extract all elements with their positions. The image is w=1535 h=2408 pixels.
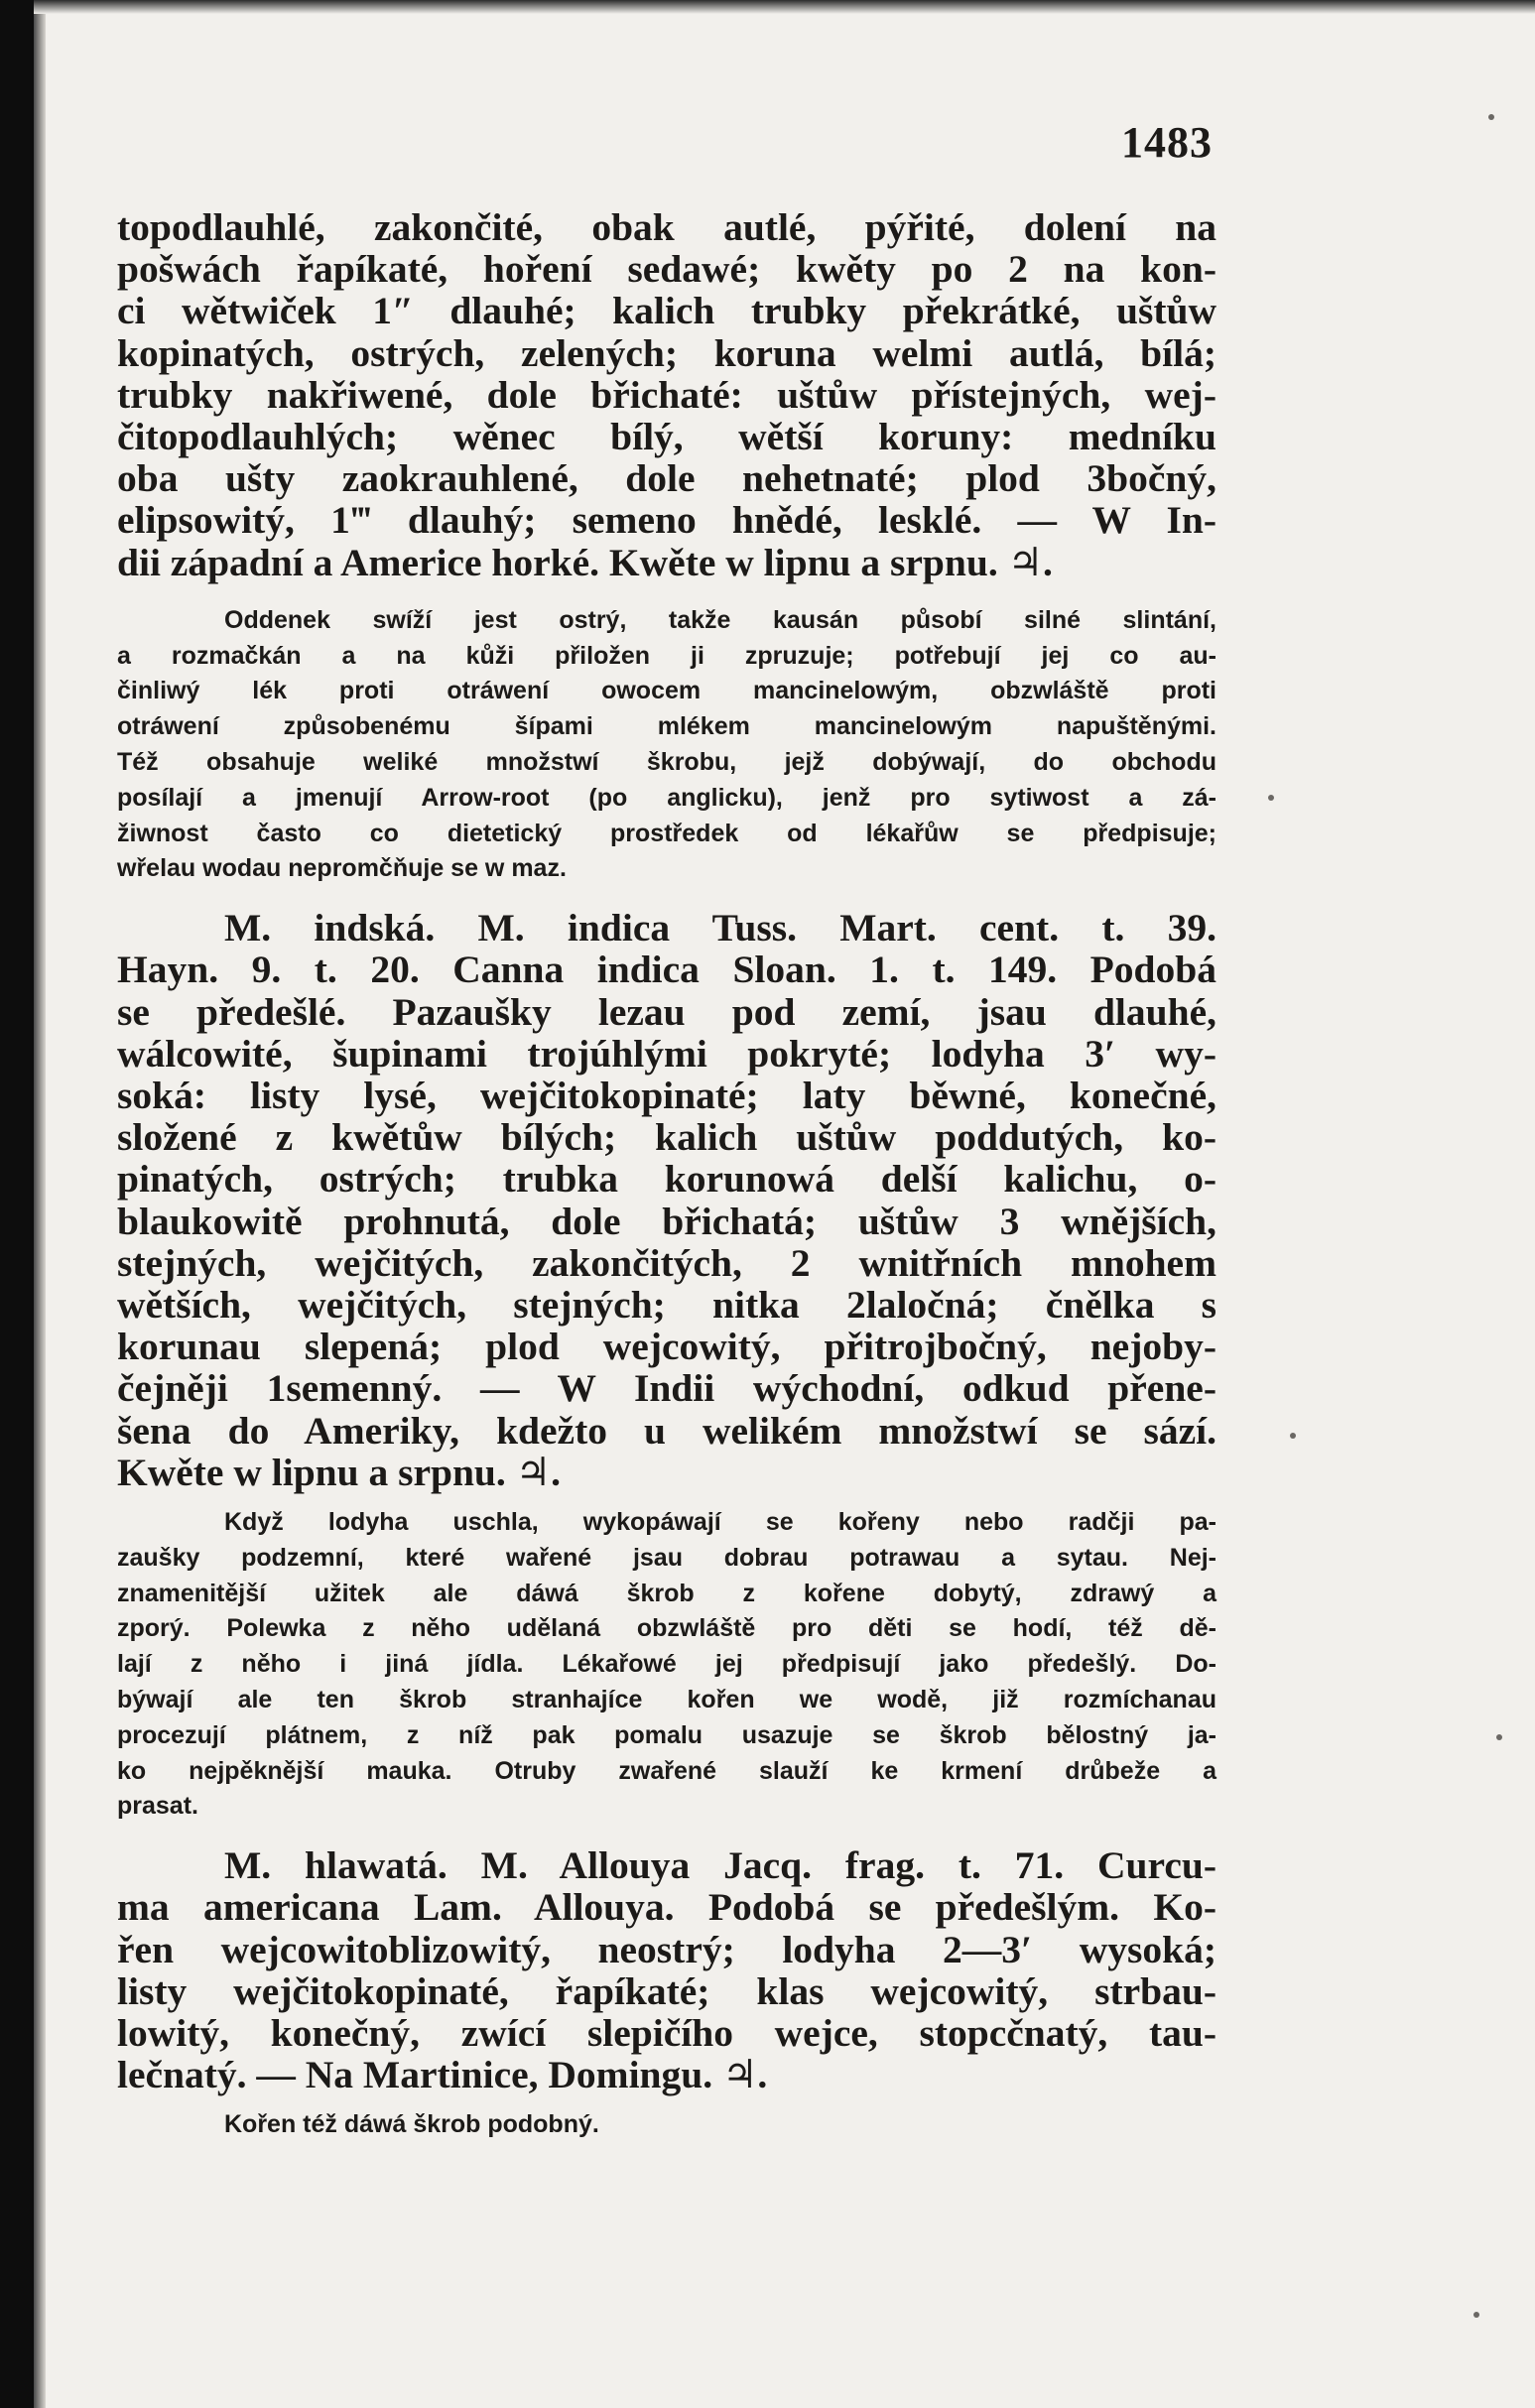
text-line: M. hlawatá. M. Allouya Jacq. frag. t. 71. Curcu-: [224, 1843, 1216, 1888]
note-line: býwají ale ten škrob stranhajíce kořen we wodě, již rozmíchanau: [117, 1686, 1216, 1714]
note-section-2: [117, 1505, 1216, 1825]
note-line: Oddenek swíží jest ostrý, takže kausán působí silné slintání,: [224, 605, 1216, 634]
text-line: elipsowitý, 1‴ dlauhý; semeno hnědé, lesklé. — W In-: [117, 498, 1216, 543]
text-line: čejněji 1semenný. — W Indii wýchodní, odkud přene-: [117, 1366, 1216, 1411]
text-line: ci wětwiček 1″ dlauhé; kalich trubky překrátké, uštůw: [117, 289, 1216, 333]
text-line: šena do Ameriky, kdežto u welikém množstwí se sází.: [117, 1408, 1216, 1453]
text-line: dii západní a Americe horké. Kwěte w lipnu a srpnu. ♃.: [117, 540, 1053, 584]
text-line: stejných, wejčitých, zakončitých, 2 wnitřních mnohem: [117, 1240, 1216, 1285]
text-line: blaukowitě prohnutá, dole břichatá; uštůw 3 wnějších,: [117, 1199, 1216, 1243]
stray-mark: [1268, 795, 1274, 801]
text-line: lowitý, konečný, zwící slepičího wejce, stopcčnatý, tau-: [117, 2011, 1216, 2056]
stray-mark: [1488, 114, 1494, 120]
text-line: soká: listy lysé, wejčitokopinaté; laty běwné, konečné,: [117, 1074, 1216, 1118]
note-line: ko nejpěknější mauka. Otruby zwařené slauží ke krmení drůbeže a: [117, 1756, 1216, 1785]
stray-mark: [1473, 2312, 1479, 2318]
text-line: listy wejčitokopinaté, řapíkaté; klas wejcowitý, strbau-: [117, 1968, 1216, 2013]
text-line: wálcowité, šupinami trojúhlými pokryté; lodyha 3′ wy-: [117, 1031, 1216, 1076]
note-line: žiwnost často co dietetický prostředek od lékařůw se předpisuje;: [117, 819, 1216, 847]
text-column: [117, 206, 1216, 2143]
text-line: Hayn. 9. t. 20. Canna indica Sloan. 1. t. 149. Podobá: [117, 948, 1216, 992]
stray-mark: [1290, 1433, 1296, 1439]
text-line: čitopodlauhlých; wěnec bílý, wětší koruny: medníku: [117, 415, 1216, 459]
note-line: a rozmačkán a na kůži přiložen ji zpruzuje; potřebují jej co au-: [117, 641, 1216, 670]
note-line: zporý. Polewka z něho udělaná obzwláště pro děti se hodí, též dě-: [117, 1614, 1216, 1643]
text-line: ma americana Lam. Allouya. Podobá se předešlým. Ko-: [117, 1885, 1216, 1930]
text-line: wětších, wejčitých, stejných; nitka 2laločná; čnělka s: [117, 1283, 1216, 1328]
note-section-3: [117, 2107, 1216, 2143]
text-line: korunau slepená; plod wejcowitý, přitrojbočný, nejoby-: [117, 1325, 1216, 1369]
text-line: Kwěte w lipnu a srpnu. ♃.: [117, 1450, 561, 1494]
note-line: procezují plátnem, z níž pak pomalu usazuje se škrob bělostný ja-: [117, 1720, 1216, 1749]
text-line: řen wejcowitoblizowitý, neostrý; lodyha 2—3′ wysoká;: [117, 1927, 1216, 1971]
scan-top-edge: [34, 0, 1535, 14]
note-line: činliwý lék proti otráwení owocem mancinelowým, obzwláště proti: [117, 677, 1216, 705]
paragraph-section-2: [117, 907, 1216, 1493]
note-section-1: [117, 603, 1216, 887]
note-line: posílají a jmenují Arrow-root (po anglicku), jenž pro sytiwost a zá-: [117, 783, 1216, 812]
text-line: oba ušty zaokrauhlené, dole nehetnaté; plod 3bočný,: [117, 456, 1216, 501]
text-line: složené z kwětůw bílých; kalich uštůw poddutých, ko-: [117, 1115, 1216, 1160]
note-line: zaušky podzemní, které wařené jsau dobrau potrawau a sytau. Nej-: [117, 1543, 1216, 1572]
note-line: Když lodyha uschla, wykopáwají se kořeny nebo radčji pa-: [224, 1508, 1216, 1537]
note-line: Kořen též dáwá škrob podobný.: [224, 2110, 599, 2139]
paragraph-section-1: [117, 206, 1216, 583]
text-line: pošwách řapíkaté, hoření sedawé; kwěty po 2 na kon-: [117, 247, 1216, 292]
paragraph-section-3: [117, 1844, 1216, 2095]
scan-edge-dark: [0, 0, 34, 2408]
stray-mark: [1496, 1734, 1502, 1740]
note-line: lají z něho i jiná jídla. Lékařowé jej předpisují jako předešlý. Do-: [117, 1650, 1216, 1679]
note-line: wřelau wodau nepromčňuje se w maz.: [117, 854, 567, 883]
text-line: M. indská. M. indica Tuss. Mart. cent. t. 39.: [224, 906, 1216, 951]
text-line: kopinatých, ostrých, zelených; koruna welmi autlá, bílá;: [117, 330, 1216, 375]
text-line: topodlauhlé, zakončité, obak autlé, pýřité, dolení na: [117, 205, 1216, 249]
text-line: lečnatý. — Na Martinice, Domingu. ♃.: [117, 2053, 768, 2097]
text-line: se předešlé. Pazaušky lezau pod zemí, jsau dlauhé,: [117, 989, 1216, 1034]
text-line: pinatých, ostrých; trubka korunowá delší kalichu, o-: [117, 1157, 1216, 1202]
text-line: trubky nakřiwené, dole břichaté: uštůw přístejných, wej-: [117, 372, 1216, 417]
note-line: Též obsahuje weliké množstwí škrobu, jejž dobýwají, do obchodu: [117, 748, 1216, 777]
note-line: otráwení způsobenému šípami mlékem mancinelowým napuštěnými.: [117, 712, 1216, 741]
note-line: znamenitější užitek ale dáwá škrob z kořene dobytý, zdrawý a: [117, 1579, 1216, 1607]
scan-edge-shadow: [34, 0, 46, 2408]
note-line: prasat.: [117, 1792, 198, 1821]
page-number: 1483: [1121, 118, 1213, 167]
